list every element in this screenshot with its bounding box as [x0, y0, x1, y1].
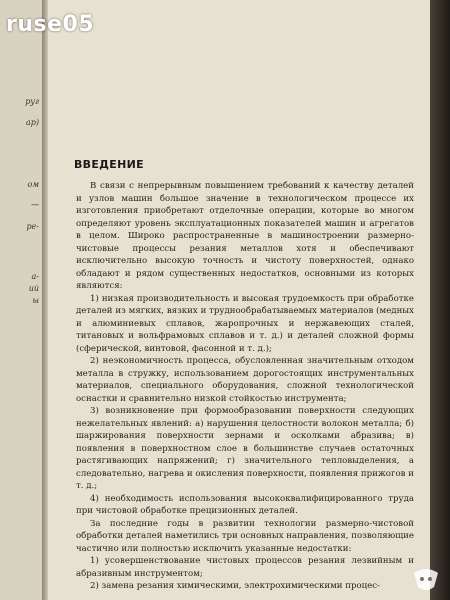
paragraph: За последние годы в развитии технологии размерно-чистовой обработки деталей наметились три основных направления, позволяющие частично или полностью исключить указанные недостатки:: [76, 518, 414, 554]
bazar-logo-icon: [410, 567, 442, 593]
document-body: [76, 180, 414, 593]
paragraph: 4) необходимость использования высококвалифицированного труда при чистовой обработке прецизионных деталей.: [76, 493, 414, 516]
left-page-fragment: ар): [25, 118, 39, 127]
paragraph: 2) неэкономичность процесса, обусловленная значительным отходом металла в стружку, использованием дорогостоящих инструментальных материалов, специального оборудования, сложной технологической оснастки и сравнительно низкой стойкостью инструмента;: [76, 356, 414, 404]
paragraph: 1) низкая производительность и высокая трудоемкость при обработке деталей из мягких, вязких и труднообрабатываемых материалов (медных и алюминиевых сплавов, жаропрочных и нержавеющих сталей, титановых и вольфрамовых сплавов и т. д.) и деталей сложной формы (сферической, винтовой, фасонной и т. д.);: [76, 293, 414, 354]
left-page-fragment: ре-: [26, 222, 39, 231]
paragraph: 1) усовершенствование чистовых процессов резания лезвийным и абразивным инструментом;: [76, 556, 414, 579]
left-page-fragment: ом: [27, 180, 39, 189]
watermark-logo: ruse05: [6, 12, 95, 37]
paragraph: 3) возникновение при формообразовании поверхности следующих нежелательных явлений: а) нарушения целостности волокон металла; б) шаржирования поверхности зернами и осколками абразива; в) появления в поверхностном слое в большинстве случаев остаточных растягивающих напряжений; г) значительного тепловыделения, а следовательно, нагрева и окисления поверхности, появления прижогов и т. д.;: [76, 406, 414, 491]
paragraph: В связи с непрерывным повышением требований к качеству деталей и узлов машин большое значение в технологическом процессе их изготовления приобретают отделочные операции, которые во многом определяют уровень эксплуатационных показателей машин и агрегатов в целом. Широко распространенные в машиностроении размерно-чистовые процессы резания металлов хотя и обеспечивают исключительно высокую точность и чистоту поверхностей, однако обладают и рядом существенных недостатков, основными из которых являются:: [76, 181, 414, 291]
left-page-fragment: ы: [32, 296, 39, 305]
left-page-fragment: ий: [28, 284, 39, 293]
left-page-fragment: а-: [31, 272, 39, 281]
left-page: [0, 0, 43, 600]
page-title: ВВЕДЕНИЕ: [74, 158, 144, 171]
left-page-fragment: руг: [25, 97, 39, 106]
paragraph: 2) замена резания химическими, электрохимическими процес-: [90, 581, 380, 591]
book-cover-edge: [430, 0, 450, 600]
left-page-fragment: —: [31, 200, 39, 209]
